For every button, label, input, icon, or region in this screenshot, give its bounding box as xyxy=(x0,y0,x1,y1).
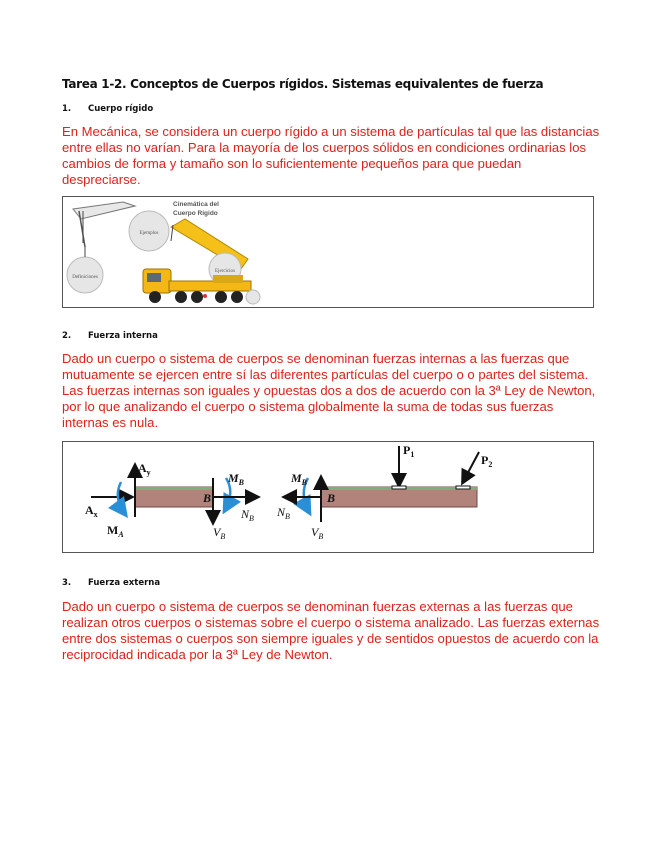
section-number: 1. xyxy=(62,104,72,114)
section-heading-fuerza-interna xyxy=(62,331,158,341)
section-title: Cuerpo rígido xyxy=(88,104,154,114)
crane-caption-line2: Cuerpo Rígido xyxy=(173,210,218,217)
paragraph-cuerpo-rigido: En Mecánica, se considera un cuerpo rígido a un sistema de partículas tal que las distancias entre ellas no varían. Para la mayoría de los cuerpos sólidos en condiciones ordinarias los cambios de forma y tamaño son lo suficientemente pequeños para que puedan despreciarse. xyxy=(62,124,600,187)
paragraph-fuerza-externa: Dado un cuerpo o sistema de cuerpos se denominan fuerzas externas a las fuerzas que realizan otros cuerpos o sistemas sobre el cuerpo o sistema analizado. Las fuerzas externas entre dos sistemas o cuerpos son siempre iguales y de sentidos opuestos de acuerdo con la reciprocidad indicada por la 3ª Ley de Newton. xyxy=(62,599,600,662)
label-NB1: $N_B$ xyxy=(241,507,254,523)
label-B1: B xyxy=(203,491,212,505)
label-P2: $P_2$ xyxy=(481,453,493,469)
section-heading-fuerza-externa xyxy=(62,578,160,588)
section-heading-cuerpo-rigido xyxy=(62,104,153,114)
label-MB1: $M_B$ xyxy=(228,471,245,487)
label-B2: B xyxy=(327,491,336,505)
label-NB2: $N_B$ xyxy=(277,505,290,521)
label-MB2: $M_B$ xyxy=(291,471,308,487)
section-title: Fuerza interna xyxy=(88,331,158,341)
ball-ejemplos-label: Ejemplos xyxy=(139,231,159,236)
section-number: 3. xyxy=(62,578,72,588)
paragraph-fuerza-interna: Dado un cuerpo o sistema de cuerpos se denominan fuerzas internas a las fuerzas que mutuamente se ejercen entre sí las diferentes partículas del cuerpo o o partes del sistema. Las fuerzas internas son iguales y opuestas dos a dos de acuerdo con la 3ª Ley de Newton, por lo que analizando el cuerpo o sistema globalmente la suma de todas sus fuerzas internas es nula. xyxy=(62,351,596,430)
section-title: Fuerza externa xyxy=(88,578,161,588)
label-MA: $M_A$ xyxy=(107,523,124,539)
section-number: 2. xyxy=(62,331,72,341)
beam-diagram xyxy=(63,442,593,552)
crane-figure xyxy=(62,196,594,308)
ball-definiciones-label: Definiciones xyxy=(72,275,98,280)
beam-free-body-figure xyxy=(62,441,594,553)
label-Ay: $A_y$ xyxy=(138,461,151,477)
ball-ejercicios-label: Ejercicios xyxy=(215,269,235,274)
crane-illustration xyxy=(63,197,593,307)
label-VB1: $V_B$ xyxy=(213,525,226,541)
label-Ax: $A_x$ xyxy=(85,503,98,519)
document-title: Tarea 1-2. Conceptos de Cuerpos rígidos. Sistemas equivalentes de fuerza xyxy=(62,77,544,91)
label-P1: $P_1$ xyxy=(403,443,415,459)
crane-caption-line1: Cinemática del xyxy=(173,201,219,208)
label-VB2: $V_B$ xyxy=(311,525,324,541)
